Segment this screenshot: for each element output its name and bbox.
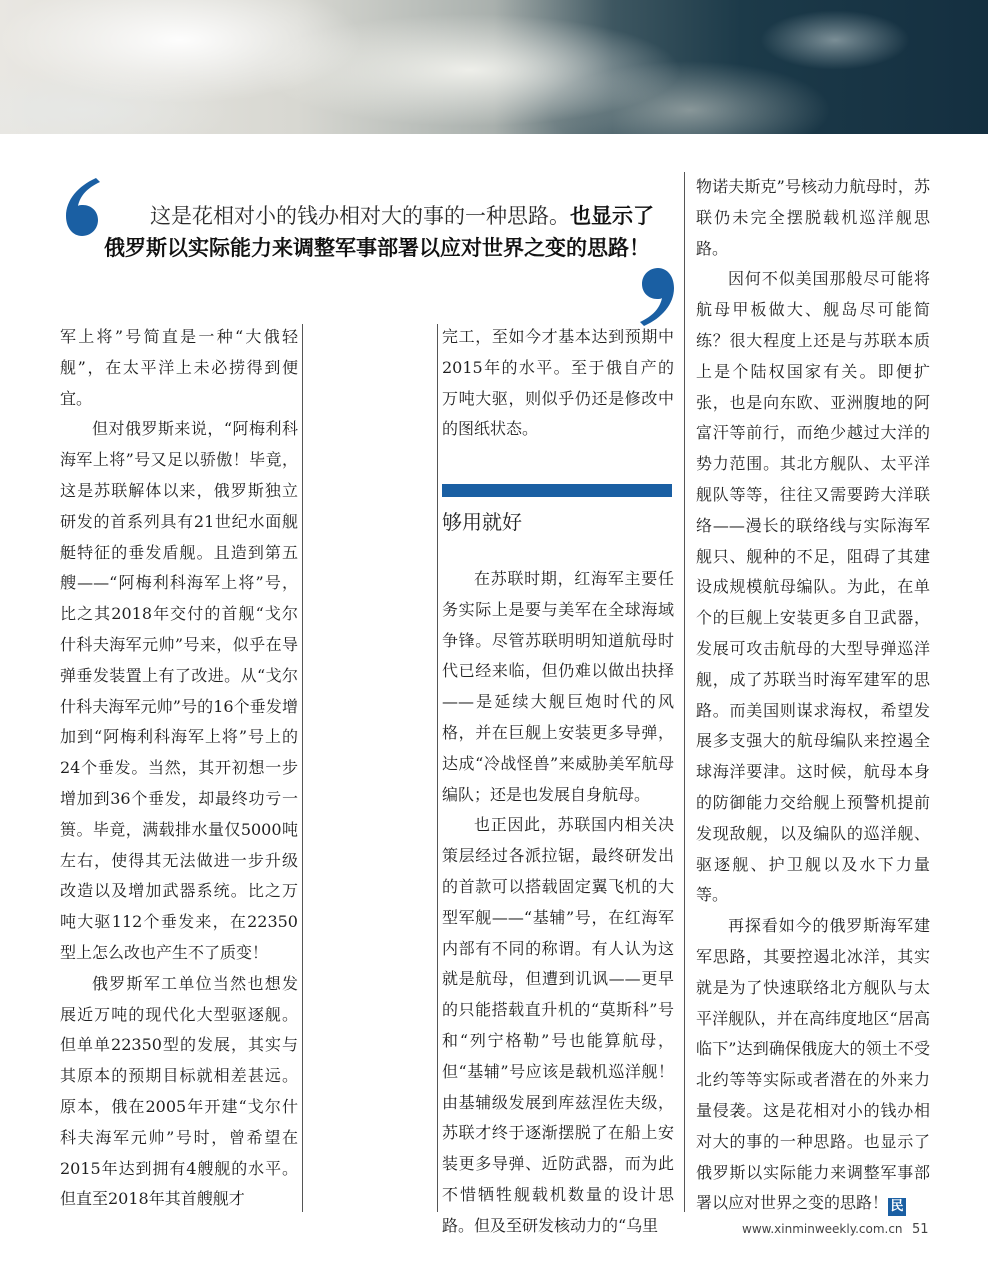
pull-quote-emphasis: 也显示了 — [570, 203, 654, 228]
paragraph — [696, 911, 930, 1219]
paragraph: 俄罗斯军工单位当然也想发展近万吨的现代化大型驱逐舰。但单单22350型的发展，其实与其原本的预期目标就相差甚远。原本，俄在2005年开建“戈尔什科夫海军元帅”号时，曾希望在2015年达到拥有4艘舰的水平。但直至2018年其首艘舰才 — [60, 973, 298, 1209]
left-column — [60, 322, 298, 1215]
paragraph-text: 再探看如今的俄罗斯海军建军思路，其要控遏北冰洋，其实就是为了快速联络北方舰队与太平洋舰队，并在高纬度地区“居高临下”达到确保俄庞大的领土不受北约等等实际或者潜在的外来力量侵袭。这是花相对小的钱办相对大的事的一种思路。也显示了俄罗斯以实际能力来调整军事部署以应对世界之变的思路！ — [696, 916, 930, 1213]
middle-column — [442, 564, 674, 1242]
paragraph: 物诺夫斯克”号核动力航母时，苏联仍未完全摆脱载机巡洋舰思路。 — [696, 177, 930, 258]
paragraph: 在苏联时期，红海军主要任务实际上是要与美军在全球海域争锋。尽管苏联明明知道航母时代已经来临，但仍难以做出抉择——是延续大舰巨炮时代的风格，并在巨舰上安装更多导弹，达成“冷战怪兽”来威胁美军航母编队；还是也发展自身航母。 — [442, 569, 674, 804]
paragraph: 军上将”号简直是一种“大俄轻舰”，在太平洋上未必捞得到便宜。 — [60, 327, 298, 408]
end-mark-icon: 民 — [888, 1198, 906, 1216]
pull-quote-text: 这是花相对小的钱办相对大的事的一种思路。 — [150, 204, 570, 228]
column-divider-right — [684, 172, 685, 1212]
pull-quote-line-2: 俄罗斯以实际能力来调整军事部署以应对世界之变的思路！ — [104, 235, 650, 260]
page-number: 51 — [912, 1222, 929, 1237]
wave-foam — [760, 10, 910, 70]
paragraph: 完工，至如今才基本达到预期中2015年的水平。至于俄自产的万吨大驱，则似乎仍还是修改中的图纸状态。 — [442, 327, 674, 439]
column-divider-left — [302, 324, 303, 1212]
section-heading: 够用就好 — [442, 510, 522, 534]
open-quote-icon — [60, 176, 104, 238]
footer-url: www.xinminweekly.com.cn — [742, 1222, 903, 1236]
paragraph: 但对俄罗斯来说，“阿梅利科海军上将”号又足以骄傲！毕竟，这是苏联解体以来，俄罗斯独立研发的首系列具有21世纪水面舰艇特征的垂发盾舰。且造到第五艘——“阿梅利科海军上将”号，比之其2018年交付的首舰“戈尔什科夫海军元帅”号来，似乎在导弹垂发装置上有了改进。从“戈尔什科夫海军元帅”号的16个垂发增加到“阿梅利科海军上将”号上的24个垂发。当然，其开初想一步增加到36个垂发，却最终功亏一篑。毕竟，满载排水量仅5000吨左右，使得其无法做进一步升级改造以及增加武器系统。比之万吨大驱112个垂发来，在22350型上怎么改也产生不了质变！ — [60, 419, 298, 962]
pull-quote-line-1 — [150, 200, 654, 232]
header-photo — [0, 0, 988, 134]
paragraph: 因何不似美国那般尽可能将航母甲板做大、舰岛尽可能简练？很大程度上还是与苏联本质上是个陆权国家有关。即便扩张，也是向东欧、亚洲腹地的阿富汗等前行，而绝少越过大洋的势力范围。其北方舰队、太平洋舰队等等，往往又需要跨大洋联络——漫长的联络线与实际海军舰只、舰种的不足，阻碍了其建设成规模航母编队。为此，在单个的巨舰上安装更多自卫武器，发展可攻击航母的大型导弹巡洋舰，成了苏联当时海军建军的思路。而美国则谋求海权，希望发展多支强大的航母编队来控遏全球海洋要津。这时候，航母本身的防御能力交给舰上预警机提前发现敌舰，以及编队的巡洋舰、驱逐舰、护卫舰以及水下力量等。 — [696, 269, 930, 905]
column-divider-middle — [437, 324, 438, 1212]
right-column — [696, 172, 930, 1219]
middle-column-top — [442, 322, 674, 445]
paragraph: 也正因此，苏联国内相关决策层经过各派拉锯，最终研发出的首款可以搭载固定翼飞机的大型军舰——“基辅”号，在红海军内部有不同的称谓。有人认为这就是航母，但遭到讥讽——更早的只能搭载直升机的“莫斯科”号和“列宁格勒”号也能算航母，但“基辅”号应该是载机巡洋舰！由基辅级发展到库兹涅佐夫级，苏联才终于逐渐摆脱了在船上安装更多导弹、近防武器，而为此不惜牺牲舰载机数量的设计思路。但及至研发核动力的“乌里 — [442, 815, 674, 1235]
section-heading-bar — [442, 484, 672, 497]
close-quote-icon — [636, 266, 680, 328]
